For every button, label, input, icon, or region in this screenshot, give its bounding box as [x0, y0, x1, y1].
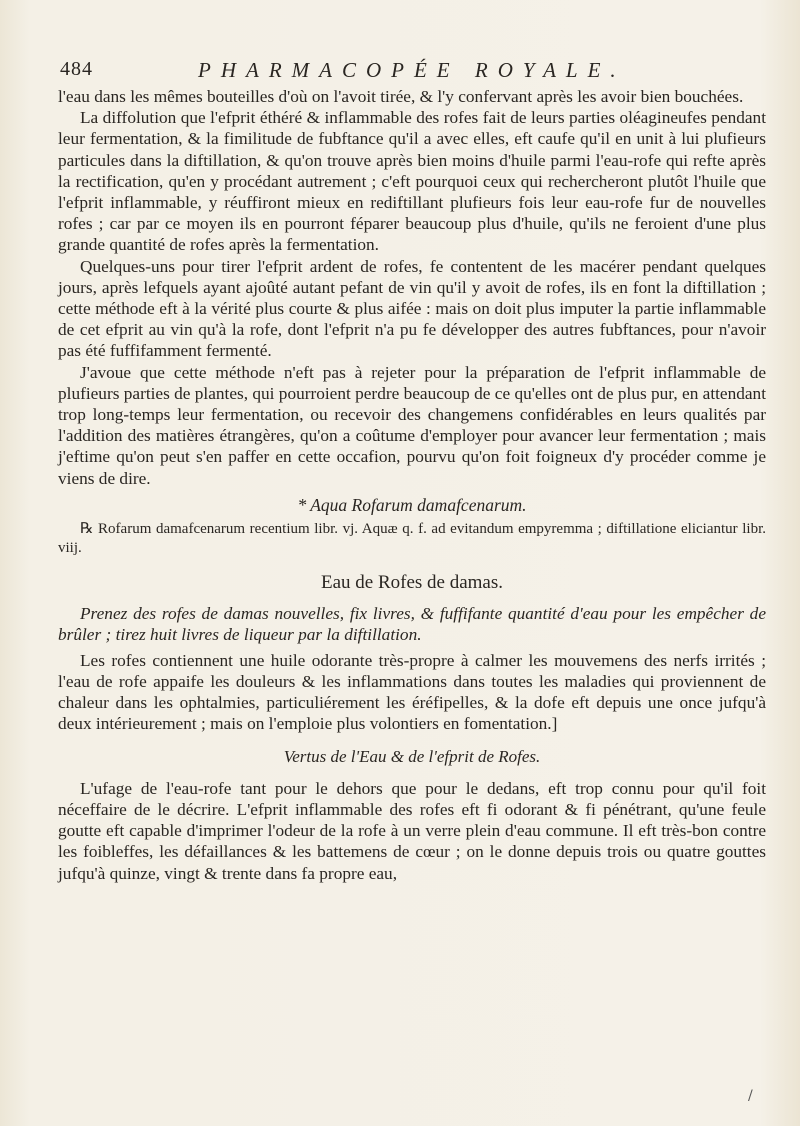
french-recipe: Prenez des rofes de damas nouvelles, fix livres, & fuffifante quantité d'eau pour les empêcher de brûler ; tirez huit livres de liqueur par la diftillation.: [58, 604, 766, 645]
paragraph-usage: L'ufage de l'eau-rofe tant pour le dehors que pour le dedans, eft trop connu pour qu'il foit néceffaire de le décrire. L'efprit inflammable des rofes eft fi odorant & fi pénétrant, qu'une feule goutte eft capable d'imprimer l'odeur de la rofe à un verre plein d'eau commune. Il eft très-bon contre les foibleffes, les défaillances & les battemens de cœur ; on le donne depuis trois ou quatre gouttes jufqu'à quinze, vingt & trente dans fa propre eau,: [58, 778, 766, 883]
latin-recipe-title: * Aqua Rofarum damafcenarum.: [297, 494, 527, 515]
paragraph-continuation: l'eau dans les mêmes bouteilles d'où on l'avoit tirée, & l'y confervant après les avoir bien bouchées.: [58, 87, 744, 106]
section-title-virtues: Vertus de l'Eau & de l'efprit de Rofes.: [283, 747, 541, 767]
body-text: [58, 86, 766, 884]
french-recipe-title: Eau de Rofes de damas.: [320, 572, 504, 594]
page-number: 484: [60, 58, 93, 80]
paragraph-maceration: Quelques-uns pour tirer l'efprit ardent de rofes, fe contentent de les macérer pendant quelques jours, après lefquels ayant ajoûté autant pefant de vin qu'il y avoit de rofes, ils en font la diftillation ; cette méthode eft à la vérité plus courte & plus aifée : mais on doit plus imputer la partie inflammable de cet efprit au vin qu'à la rofe, dont l'efprit n'a pu fe développer des autres fubftances, pour n'avoir pas été fuffifamment fermenté.: [58, 256, 766, 361]
paragraph-properties: Les rofes contiennent une huile odorante très-propre à calmer les mouvemens des nerfs irrités ; l'eau de rofe appaife les douleurs & les inflammations dans toutes les maladies qui proviennent de chaleur dans les ophtalmies, particuliérement les éréfipelles, & la dofe eft depuis une once jufqu'à deux intérieurement ; mais on l'emploie plus volontiers en fomentation.]: [58, 650, 766, 734]
page-header: [60, 58, 760, 88]
footer-mark: /: [748, 1088, 753, 1104]
latin-recipe: ℞ Rofarum damafcenarum recentium libr. vj. Aquæ q. f. ad evitandum empyremma ; diftillatione eliciantur libr. viij.: [58, 521, 766, 557]
running-title: PHARMACOPÉE ROYALE.: [198, 58, 626, 82]
paragraph-dissolution: La diffolution que l'efprit éthéré & inflammable des rofes fait de leurs parties oléagineufes pendant leur fermentation, & la fimilitude de fubftance qu'il a avec elles, eft caufe qu'il en unit à lui plufieurs particules dans la diftillation, & qu'on trouve après bien moins d'huile parmi l'eau-rofe qui refte après la rectification, qu'en y procédant autrement ; c'eft pourquoi ceux qui rechercheront plutôt l'huile que l'efprit inflammable, y réuffiront mieux en rediftillant plufieurs fois leur eau-rofe fur de nouvelles rofes ; car par ce moyen ils en pourront féparer beaucoup plus d'huile, qu'ils ne feroient d'une plus grande quantité de rofes après la fermentation.: [58, 108, 766, 255]
paragraph-method: J'avoue que cette méthode n'eft pas à rejeter pour la préparation de l'efprit inflammable de plufieurs parties de plantes, qui pourroient perdre beaucoup de ce qu'elles ont de plus pur, en attendant trop long-temps leur fermentation, ou recevoir des changemens confidérables en leurs qualités par l'addition des matières étrangères, qu'on a coûtume d'employer pour avancer leur fermentation ; mais j'eftime qu'on peut s'en paffer en cette occafion, pourvu qu'on foit foigneux d'y procéder comme je viens de dire.: [58, 362, 766, 488]
